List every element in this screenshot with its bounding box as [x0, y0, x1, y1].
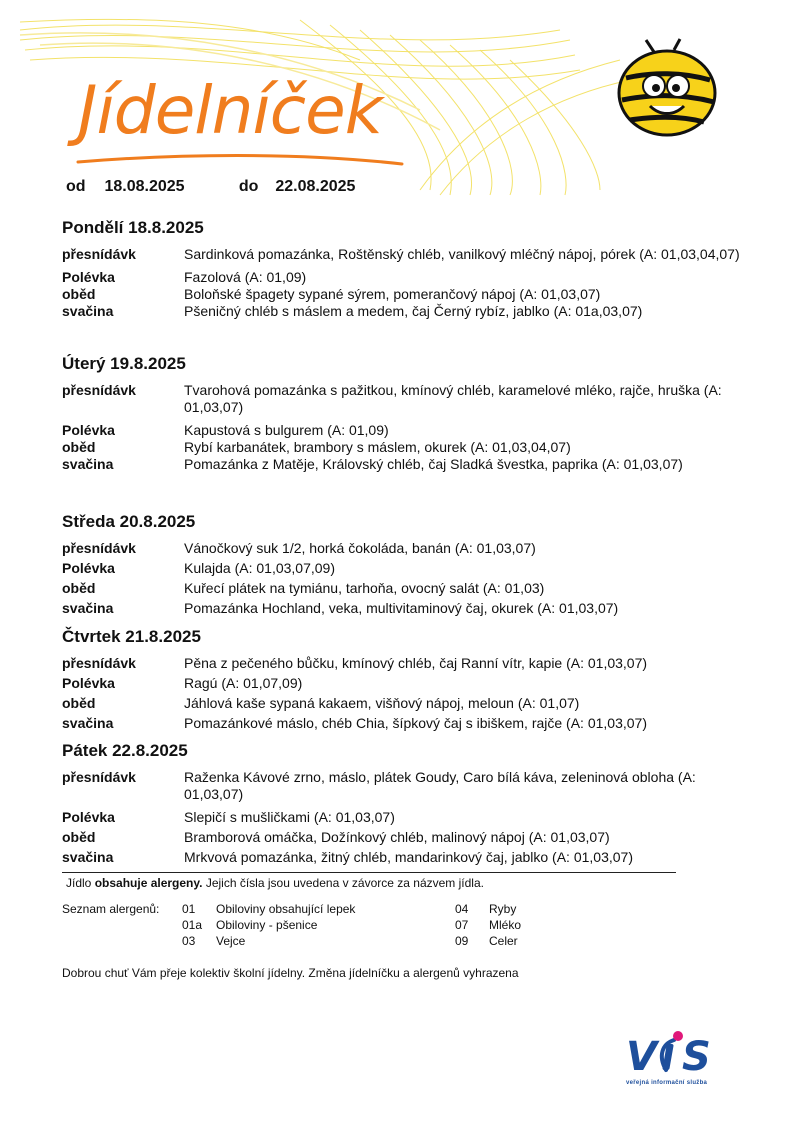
day-thursday: [62, 627, 742, 732]
meal-row: [62, 246, 742, 263]
footer-text: Dobrou chuť Vám přeje kolektiv školní jídelny. Změna jídelníčku a alergenů vyhrazena: [62, 966, 519, 980]
meal-text: Raženka Kávové zrno, máslo, plátek Goudy, Caro bílá káva, zeleninová obloha (A: 01,03,07): [184, 769, 696, 802]
meal-text: Fazolová (A: 01,09): [184, 269, 307, 285]
meal-label: přesnídávk: [62, 655, 136, 671]
allergen-item: [455, 901, 521, 917]
day-friday: [62, 741, 742, 866]
meal-text: Pomazánka z Matěje, Královský chléb, čaj Sladká švestka, paprika (A: 01,03,07): [184, 456, 683, 472]
day-heading: Pondělí 18.8.2025: [62, 218, 204, 237]
meal-row: [62, 715, 742, 732]
meal-text: Kuřecí plátek na tymiánu, tarhoňa, ovocný salát (A: 01,03): [184, 580, 545, 596]
meal-text: Mrkvová pomazánka, žitný chléb, mandarinkový čaj, jablko (A: 01,03,07): [184, 849, 633, 865]
meal-row: [62, 303, 742, 320]
meal-label: Polévka: [62, 675, 115, 691]
meal-row: [62, 829, 742, 846]
meal-label: svačina: [62, 849, 114, 865]
allergen-note: [66, 876, 484, 890]
note-bold: obsahuje alergeny.: [94, 876, 203, 890]
title-underline: [76, 148, 406, 168]
meal-row: [62, 422, 742, 439]
to-label: do: [238, 178, 259, 195]
meal-label: oběd: [62, 580, 96, 596]
allergen-name: Celer: [489, 934, 518, 948]
meal-label: oběd: [62, 286, 96, 302]
meal-row: [62, 695, 742, 712]
allergen-code: 07: [455, 918, 469, 932]
meal-label: oběd: [62, 439, 96, 455]
meal-label: svačina: [62, 456, 114, 472]
allergen-item: [182, 933, 355, 949]
allergen-list-right: [455, 901, 521, 949]
allergen-item: [182, 901, 355, 917]
meal-label: svačina: [62, 600, 114, 616]
meal-label: přesnídávk: [62, 382, 136, 398]
logo-letter-v: V: [626, 1034, 657, 1080]
meal-text: Kapustová s bulgurem (A: 01,09): [184, 422, 389, 438]
meal-text: Ragú (A: 01,07,09): [184, 675, 303, 691]
day-heading: Úterý 19.8.2025: [62, 354, 186, 373]
allergen-item: [182, 917, 355, 933]
day-wednesday: [62, 512, 742, 617]
day-tuesday: [62, 354, 742, 473]
day-heading: Pátek 22.8.2025: [62, 741, 188, 760]
meal-text: Rybí karbanátek, brambory s máslem, okurek (A: 01,03,04,07): [184, 439, 571, 455]
vis-logo: [626, 1026, 716, 1080]
meal-row: [62, 769, 742, 803]
meal-label: Polévka: [62, 809, 115, 825]
allergen-name: Vejce: [216, 934, 246, 948]
meal-row: [62, 600, 742, 617]
meal-row: [62, 269, 742, 286]
logo-letter-s: S: [682, 1034, 711, 1080]
allergen-code: 03: [182, 934, 196, 948]
meal-label: svačina: [62, 303, 114, 319]
day-heading: Středa 20.8.2025: [62, 512, 196, 531]
meal-text: Slepičí s mušličkami (A: 01,03,07): [184, 809, 395, 825]
meal-row: [62, 382, 742, 416]
note-suffix: Jejich čísla jsou uvedena v závorce za názvem jídla.: [202, 876, 484, 890]
from-date: 18.08.2025: [104, 178, 185, 195]
meal-text: Pěna z pečeného bůčku, kmínový chléb, čaj Ranní vítr, kapie (A: 01,03,07): [184, 655, 648, 671]
meal-label: Polévka: [62, 560, 115, 576]
allergen-item: [455, 917, 521, 933]
meal-row: [62, 286, 742, 303]
allergen-name: Ryby: [489, 902, 517, 916]
meal-text: Sardinková pomazánka, Roštěnský chléb, vanilkový mléčný nápoj, pórek (A: 01,03,04,07): [184, 246, 740, 262]
meal-label: svačina: [62, 715, 114, 731]
meal-text: Pomazánka Hochland, veka, multivitaminový čaj, okurek (A: 01,03,07): [184, 600, 619, 616]
meal-text: Vánočkový suk 1/2, horká čokoláda, banán (A: 01,03,07): [184, 540, 536, 556]
meal-label: přesnídávk: [62, 540, 136, 556]
day-monday: [62, 218, 742, 320]
note-prefix: Jídlo: [66, 876, 95, 890]
meal-text: Bramborová omáčka, Dožínkový chléb, malinový nápoj (A: 01,03,07): [184, 829, 610, 845]
allergen-list-left: [182, 901, 355, 949]
divider: [62, 872, 676, 873]
meal-row: [62, 456, 742, 473]
allergen-code: 01: [182, 902, 196, 916]
meal-row: [62, 560, 742, 577]
bee-mascot-icon: [612, 38, 722, 138]
meal-text: Tvarohová pomazánka s pažitkou, kmínový chléb, karamelové mléko, rajče, hruška (A: 01,03,07): [184, 382, 722, 415]
meal-row: [62, 439, 742, 456]
meal-row: [62, 655, 742, 672]
meal-row: [62, 675, 742, 692]
meal-text: Pomazánkové máslo, chéb Chia, šípkový čaj s ibiškem, rajče (A: 01,03,07): [184, 715, 647, 731]
allergen-name: Obiloviny - pšenice: [216, 918, 318, 932]
page-title: Jídelníček: [78, 72, 382, 149]
meal-row: [62, 849, 742, 866]
meal-text: Boloňské špagety sypané sýrem, pomerančový nápoj (A: 01,03,07): [184, 286, 601, 302]
meal-row: [62, 580, 742, 597]
to-date: 22.08.2025: [275, 178, 356, 195]
meal-label: přesnídávk: [62, 246, 136, 262]
allergen-name: Obiloviny obsahující lepek: [216, 902, 356, 916]
meal-label: Polévka: [62, 422, 115, 438]
meal-label: přesnídávk: [62, 769, 136, 785]
allergen-name: Mléko: [489, 918, 522, 932]
meal-text: Jáhlová kaše sypaná kakaem, višňový nápoj, meloun (A: 01,07): [184, 695, 580, 711]
meal-label: oběd: [62, 695, 96, 711]
meal-label: Polévka: [62, 269, 115, 285]
meal-row: [62, 809, 742, 826]
day-heading: Čtvrtek 21.8.2025: [62, 627, 201, 646]
meal-text: Pšeničný chléb s máslem a medem, čaj Černý rybíz, jablko (A: 01a,03,07): [184, 303, 643, 319]
from-label: od: [66, 178, 86, 195]
meal-row: [62, 540, 742, 557]
allergen-code: 04: [455, 902, 469, 916]
date-range: [66, 178, 355, 196]
allergen-list-label: Seznam alergenů:: [62, 902, 160, 916]
logo-tagline: veřejná informační služba: [626, 1080, 708, 1086]
allergen-item: [455, 933, 521, 949]
meal-text: Kulajda (A: 01,03,07,09): [184, 560, 335, 576]
allergen-code: 09: [455, 934, 469, 948]
allergen-code: 01a: [182, 918, 203, 932]
meal-label: oběd: [62, 829, 96, 845]
